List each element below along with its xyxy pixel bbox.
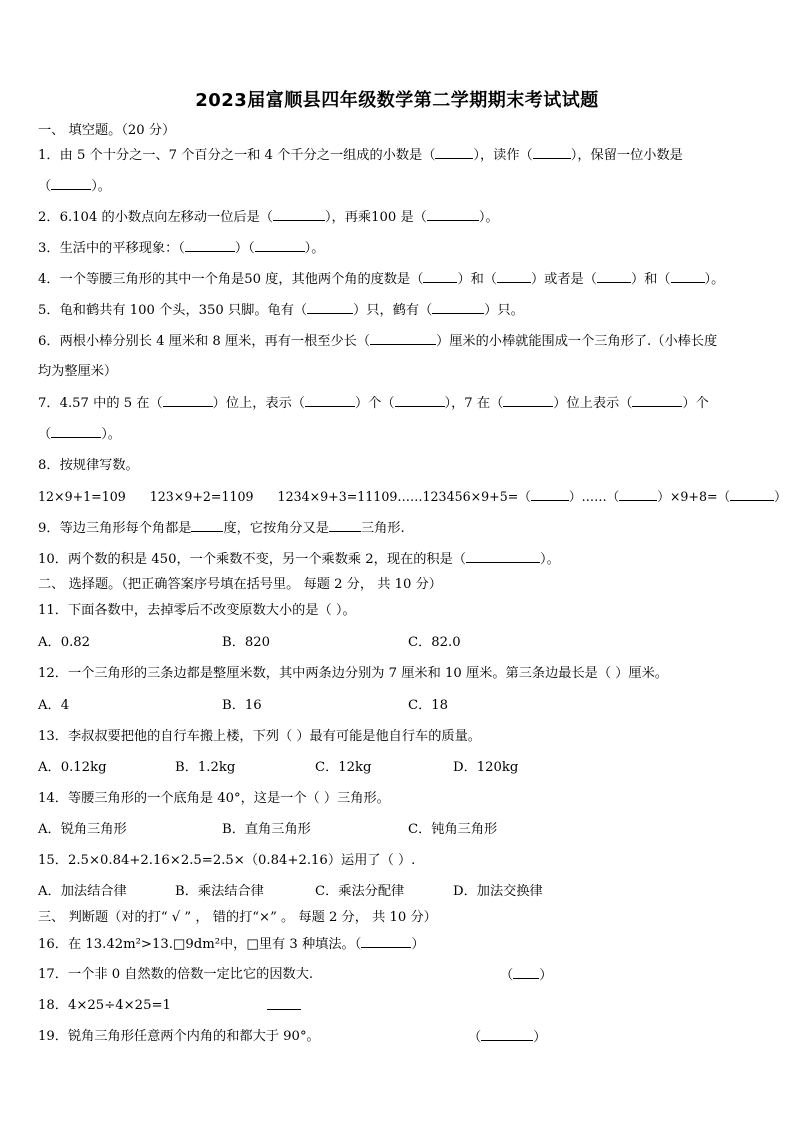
text: 1．由 5 个十分之一、7 个百分之一和 4 个千分之一组成的小数是（: [38, 148, 436, 163]
text: （: [38, 179, 52, 194]
text: ）（: [234, 241, 255, 256]
option-b[interactable]: B．16: [222, 698, 262, 713]
text: ）和（: [457, 272, 497, 287]
answer-parentheses[interactable]: [468, 1028, 546, 1047]
question-14-stem: 14．等腰三角形的一个底角是 40°，这是一个（ ）三角形。: [38, 791, 390, 806]
option-d[interactable]: D．加法交换律: [453, 884, 543, 899]
answer-blank[interactable]: [185, 239, 235, 252]
answer-blank[interactable]: [597, 270, 631, 283]
answer-blank[interactable]: [533, 146, 571, 159]
option-a[interactable]: A．加法结合律: [38, 884, 127, 899]
question-11-stem: 11．下面各数中，去掉零后不改变原数大小的是（ ）。: [38, 603, 356, 618]
option-a[interactable]: A．0.12kg: [38, 760, 107, 775]
option-c[interactable]: C．12kg: [315, 760, 372, 775]
answer-blank[interactable]: [307, 301, 353, 314]
answer-blank[interactable]: [503, 394, 553, 407]
question-5: [38, 301, 524, 320]
answer-blank[interactable]: [305, 394, 355, 407]
text: ）位上表示（: [553, 396, 633, 411]
text: ）。: [91, 179, 111, 194]
text: ）: [539, 968, 553, 983]
section-heading-true-false: 三、 判断题（对的打“ √ ” ， 错的打“×” 。 每题 2 分， 共 10 分）: [38, 910, 437, 925]
option-c[interactable]: C．18: [408, 698, 449, 713]
question-15-stem: 15．2.5×0.84+2.16×2.5=2.5×（0.84+2.16）运用了（ ）.: [38, 853, 416, 868]
answer-blank[interactable]: [632, 394, 682, 407]
question-7-line-2: [38, 425, 121, 444]
option-b[interactable]: B．820: [222, 635, 271, 650]
answer-blank[interactable]: [273, 208, 325, 221]
text: ）。: [478, 210, 499, 225]
option-c[interactable]: C．乘法分配律: [315, 884, 405, 899]
answer-blank[interactable]: [51, 425, 101, 438]
question-17: [38, 966, 313, 984]
text: 三角形.: [360, 521, 405, 536]
text: 3．生活中的平移现象：（: [38, 241, 185, 256]
option-b[interactable]: B．乘法结合律: [175, 884, 264, 899]
text: ）只。: [484, 303, 524, 318]
text: 10．两个数的积是 450，一个乘数不变，另一个乘数乘 2，现在的积是（: [38, 552, 466, 567]
text: 6．两根小棒分别长 4 厘米和 8 厘米，再有一根至少长（: [38, 334, 371, 349]
answer-blank[interactable]: [423, 270, 457, 283]
text: ）和（: [630, 272, 671, 287]
option-c[interactable]: C．82.0: [408, 635, 461, 650]
text: ）: [774, 489, 787, 504]
answer-blank[interactable]: [395, 394, 445, 407]
option-c[interactable]: C．钝角三角形: [408, 822, 498, 837]
text: ）×9+8=（: [657, 489, 731, 504]
answer-blank[interactable]: [329, 519, 361, 532]
option-b[interactable]: B．1.2kg: [175, 760, 236, 775]
text: ）。: [304, 241, 325, 256]
text: 度，它按角分又是: [223, 521, 329, 536]
text: ），7 在（: [444, 396, 504, 411]
text: ），保留一位小数是: [570, 148, 683, 163]
text: ），再乘100 是（: [324, 210, 427, 225]
text: ）。: [704, 272, 725, 287]
text: 12×9+1=109 123×9+2=1109 1234×9+3=11109……123456×9+5=（: [38, 489, 531, 504]
answer-blank[interactable]: [466, 550, 540, 563]
answer-blank[interactable]: [513, 966, 539, 979]
answer-blank[interactable]: [191, 519, 223, 532]
answer-blank[interactable]: [619, 488, 657, 501]
section-heading-fill-in: 一、 填空题。（20 分）: [38, 123, 176, 138]
question-12-stem: 12．一个三角形的三条边都是整厘米数，其中两条边分别为 7 厘米和 10 厘米。第三条边最长是（ ）厘米。: [38, 666, 668, 681]
answer-blank[interactable]: [497, 270, 531, 283]
answer-blank[interactable]: [361, 935, 411, 948]
text: ）。: [539, 552, 560, 567]
text: 9．等边三角形每个角都是: [38, 521, 192, 536]
option-d[interactable]: D．120kg: [453, 760, 519, 775]
option-a[interactable]: A．锐角三角形: [38, 822, 127, 837]
text: ）个（: [354, 396, 395, 411]
text: 17．一个非 0 自然数的倍数一定比它的因数大.: [38, 967, 314, 982]
question-1-line-1: [38, 146, 683, 165]
answer-blank[interactable]: [370, 332, 436, 345]
text: （: [38, 427, 52, 442]
page-title: 2023届富顺县四年级数学第二学期期末考试试题: [195, 90, 599, 111]
text: ），读作（: [473, 148, 533, 163]
text: 7．4.57 中的 5 在（: [38, 396, 163, 411]
answer-blank[interactable]: [671, 270, 705, 283]
question-8-sequence: [38, 488, 787, 506]
question-10: [38, 550, 560, 569]
answer-line[interactable]: [267, 997, 301, 1016]
answer-blank[interactable]: [427, 208, 479, 221]
question-3: [38, 239, 324, 258]
answer-blank[interactable]: [435, 146, 473, 159]
question-2: [38, 208, 499, 227]
question-18: 18．4×25÷4×25=1: [38, 998, 171, 1013]
answer-blank[interactable]: [730, 488, 774, 501]
answer-blank[interactable]: [51, 177, 91, 190]
text: 2．6.104 的小数点向左移动一位后是（: [38, 210, 273, 225]
option-b[interactable]: B．直角三角形: [222, 822, 311, 837]
text: ）: [411, 937, 425, 952]
question-1-line-2: [38, 177, 111, 196]
option-a[interactable]: A．0.82: [38, 635, 91, 650]
question-7-line-1: [38, 394, 709, 413]
text: ）……（: [568, 489, 620, 504]
text: 16．在 13.42m²>13.□9dm²中，□里有 3 种填法。（: [38, 937, 362, 952]
answer-blank[interactable]: [163, 394, 213, 407]
text: （: [500, 968, 514, 983]
question-13-stem: 13．李叔叔要把他的自行车搬上楼，下列（ ）最有可能是他自行车的质量。: [38, 729, 481, 744]
question-6-line-1: [38, 332, 717, 351]
question-9: [38, 519, 405, 538]
text: ）或者是（: [531, 272, 597, 287]
answer-blank[interactable]: [481, 1028, 533, 1041]
question-16: [38, 935, 425, 954]
answer-blank[interactable]: [255, 239, 305, 252]
question-19: [38, 1028, 320, 1046]
option-a[interactable]: A．4: [38, 698, 70, 713]
question-4: [38, 270, 724, 289]
text: ）。: [101, 427, 121, 442]
text: （: [468, 1030, 482, 1045]
question-6-line-2: 均为整厘米）: [38, 364, 118, 379]
text: ）个: [682, 396, 709, 411]
section-heading-multiple-choice: 二、 选择题。（把正确答案序号填在括号里。 每题 2 分， 共 10 分）: [38, 577, 442, 592]
text: ）位上，表示（: [212, 396, 305, 411]
text: 5．龟和鹤共有 100 个头，350 只脚。龟有（: [38, 303, 308, 318]
text: 19．锐角三角形任意两个内角的和都大于 90°。: [38, 1029, 320, 1044]
text: ）: [533, 1030, 547, 1045]
text: 4．一个等腰三角形的其中一个角是50 度，其他两个角的度数是（: [38, 272, 424, 287]
answer-blank[interactable]: [267, 997, 301, 1010]
text: ）厘米的小棒就能围成一个三角形了.（小棒长度: [436, 334, 718, 349]
answer-blank[interactable]: [531, 488, 569, 501]
text: ）只，鹤有（: [353, 303, 433, 318]
answer-parentheses[interactable]: [500, 966, 552, 985]
answer-blank[interactable]: [432, 301, 484, 314]
question-8-stem: 8．按规律写数。: [38, 458, 139, 473]
